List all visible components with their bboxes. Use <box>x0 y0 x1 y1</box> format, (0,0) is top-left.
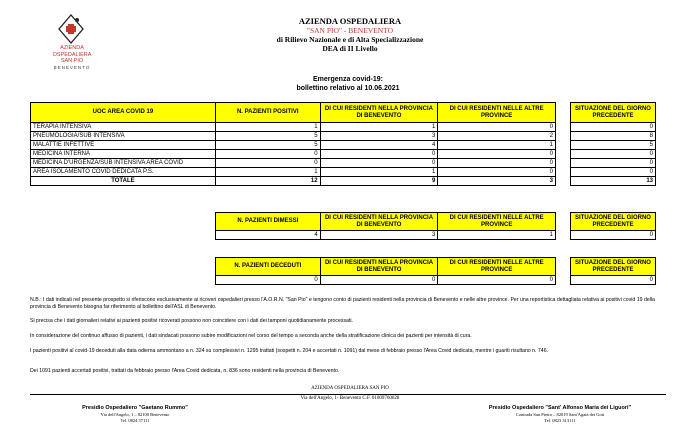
total-label: TOTALE <box>31 177 216 186</box>
table-row <box>31 141 556 150</box>
positive-cell: 0 <box>215 150 320 159</box>
bn-cell: 3 <box>320 132 438 141</box>
table-row <box>571 168 656 177</box>
positive-cell: 1 <box>215 123 320 132</box>
deceased-header-bn: DI CUI RESIDENTI NELLA PROVINCIA DI BENEVENTO <box>320 258 438 276</box>
deceased-header-other: DI CUI RESIDENTI NELLE ALTRE PROVINCE <box>438 258 556 276</box>
hospital-logo-icon <box>46 12 96 46</box>
footer-left-addr: Via dell'Angelo, 1 – 82100 Benevento <box>100 411 170 417</box>
table-row <box>571 159 656 168</box>
bn-cell: 1 <box>320 168 438 177</box>
previous-day-table <box>570 102 656 186</box>
total-bn: 9 <box>320 177 438 186</box>
unit-cell: MEDICINA D'URGENZA/SUB INTENSIVA AREA COVID <box>31 159 216 168</box>
other-cell: 0 <box>438 159 556 168</box>
deceased-other: 0 <box>438 276 556 285</box>
note-precisa: Si precisa che i dati giornalieri relativi ai pazienti positivi ricoverati possono non coincidere con i dati dei tamponi quotidianamente processati. <box>30 318 353 324</box>
footer-right-tel: Tel. 0823 313111 <box>544 418 576 423</box>
discharged-n: 4 <box>216 231 321 240</box>
col-header-previous: SITUAZIONE DEL GIORNO PRECEDENTE <box>571 103 656 123</box>
unit-cell: PNEUMOLOGIA/SUB INTENSIVA <box>31 132 216 141</box>
discharged-other: 1 <box>438 231 556 240</box>
other-cell: 1 <box>438 141 556 150</box>
previous-cell: 8 <box>571 132 656 141</box>
deceased-bn: 0 <box>320 276 438 285</box>
footer-center <box>240 386 460 393</box>
deceased-header-n: N. PAZIENTI DECEDUTI <box>216 258 321 276</box>
footer-right <box>460 405 660 425</box>
previous-cell: 0 <box>571 168 656 177</box>
total-positive: 12 <box>215 177 320 186</box>
header-subtitle: "SAN PIO" - BENEVENTO <box>306 26 394 35</box>
note-deceduti: I pazienti positivi al covid-19 deceduti alla data odierna ammontano a n. 324 su complessivi n. 1295 trattati (sospetti n. 204 e accertati n. 1091) dal mese di febbraio presso l'Area Covid dedicata, mentre i guariti risultano n. 746. <box>30 348 549 354</box>
deceased-table <box>215 257 556 285</box>
discharged-bn: 3 <box>320 231 438 240</box>
table-row <box>571 123 656 132</box>
col-header-bn: DI CUI RESIDENTI NELLA PROVINCIA DI BENEVENTO <box>320 103 438 123</box>
deceased-header-prev: SITUAZIONE DEL GIORNO PRECEDENTE <box>571 258 656 276</box>
note-accertati: Dei 1091 pazienti accertati positivi, trattati da febbraio presso l'Area Covid dedicata, n. 836 sono residenti nella provincia di Benevento. <box>30 368 340 374</box>
unit-cell: MALATTIE INFETTIVE <box>31 141 216 150</box>
bn-cell: 0 <box>320 159 438 168</box>
footer-right-addr: Contrada San Pietro – 82019 Sant'Agata dei Goti <box>515 411 605 417</box>
table-row <box>31 159 556 168</box>
previous-cell: 0 <box>571 123 656 132</box>
deceased-prev: 0 <box>571 276 656 285</box>
table-row <box>31 150 556 159</box>
footer-center-title: AZIENDA OSPEDALIERA SAN PIO <box>311 386 389 391</box>
deceased-previous-table <box>570 257 656 285</box>
positive-cell: 0 <box>215 159 320 168</box>
previous-cell: 5 <box>571 141 656 150</box>
table-row <box>571 141 656 150</box>
footer-divider <box>30 394 666 395</box>
bulletin-line-1: Emergenza covid-19: <box>312 76 384 83</box>
note-nb: N.B.: I dati indicati nel presente prospetto si riferiscono esclusivamente ai ricoveri ospedalieri presso l'A.O.R.N. "San Pio" e tengono conto di pazienti residenti nella provincia di Benevento e nelle altre province. Per una reportistica dettagliata relativa ai positivi covid 19 della provincia di Benevento bisogna far riferimento al bollettino dell'ASL di Benevento. <box>30 297 655 310</box>
positive-cell: 1 <box>215 168 320 177</box>
bn-cell: 1 <box>320 123 438 132</box>
discharged-header-n: N. PAZIENTI DIMESSI <box>216 213 321 231</box>
bulletin-line-2: bollettino relativo al 10.06.2021 <box>296 85 400 92</box>
total-other: 3 <box>438 177 556 186</box>
table-row <box>571 132 656 141</box>
col-header-positive: N. PAZIENTI POSITIVI <box>215 103 320 123</box>
total-previous: 13 <box>571 177 656 186</box>
deceased-n: 0 <box>216 276 321 285</box>
positive-cell: 5 <box>215 141 320 150</box>
unit-cell: MEDICINA INTERNA <box>31 150 216 159</box>
footer-left-title: Presidio Ospedaliero "Gaetano Rummo" <box>82 405 188 411</box>
logo-caption <box>44 45 100 71</box>
other-cell: 0 <box>438 168 556 177</box>
bn-cell: 0 <box>320 150 438 159</box>
footer-center-address <box>240 396 460 403</box>
covid-area-table <box>30 102 556 186</box>
document-header <box>220 16 480 53</box>
logo-line-4: BENEVENTO <box>53 64 91 70</box>
table-row <box>31 123 556 132</box>
col-header-unit: UOC AREA COVID 19 <box>31 103 216 123</box>
discharged-prev: 0 <box>571 231 656 240</box>
other-cell: 0 <box>438 150 556 159</box>
header-line-4: DEA di II Livello <box>322 44 378 53</box>
discharged-header-other: DI CUI RESIDENTI NELLE ALTRE PROVINCE <box>438 213 556 231</box>
col-header-other: DI CUI RESIDENTI NELLE ALTRE PROVINCE <box>438 103 556 123</box>
table-row <box>31 168 556 177</box>
logo-line-1: AZIENDA <box>60 45 84 51</box>
footer-left <box>40 405 230 425</box>
footer-right-title: Presidio Ospedaliero "Sant' Alfonso Maria dei Liguori" <box>488 405 632 411</box>
unit-cell: AREA ISOLAMENTO COVID DEDICATA P.S. <box>31 168 216 177</box>
header-title: AZIENDA OSPEDALIERA <box>298 16 402 26</box>
table-row <box>571 150 656 159</box>
unit-cell: TERAPIA INTENSIVA <box>31 123 216 132</box>
other-cell: 0 <box>438 123 556 132</box>
bulletin-title <box>248 75 448 93</box>
previous-cell: 0 <box>571 150 656 159</box>
bn-cell: 4 <box>320 141 438 150</box>
discharged-header-bn: DI CUI RESIDENTI NELLA PROVINCIA DI BENEVENTO <box>320 213 438 231</box>
table-row <box>31 132 556 141</box>
logo-line-2: OSPEDALIERA <box>52 51 92 58</box>
footer-left-tel: Tel. 0824 57111 <box>120 418 150 423</box>
discharged-previous-table <box>570 212 656 240</box>
previous-cell: 0 <box>571 159 656 168</box>
header-line-3: di Rilievo Nazionale e di Alta Specializzazione <box>276 35 424 44</box>
positive-cell: 5 <box>215 132 320 141</box>
logo-line-3: SAN PIO <box>60 58 84 64</box>
note-considerazione: In considerazione del continuo affusso di pazienti, i dati sindacati possono subire modificazioni nel corso del tempo a seconda anche della stratificazione clinica dei pazienti per intensità di cura. <box>30 333 472 339</box>
discharged-header-prev: SITUAZIONE DEL GIORNO PRECEDENTE <box>571 213 656 231</box>
footer-center-addr: Via dell'Angelo, 1- Benevento C.F. 01009760628 <box>300 396 400 401</box>
discharged-table <box>215 212 556 240</box>
other-cell: 2 <box>438 132 556 141</box>
